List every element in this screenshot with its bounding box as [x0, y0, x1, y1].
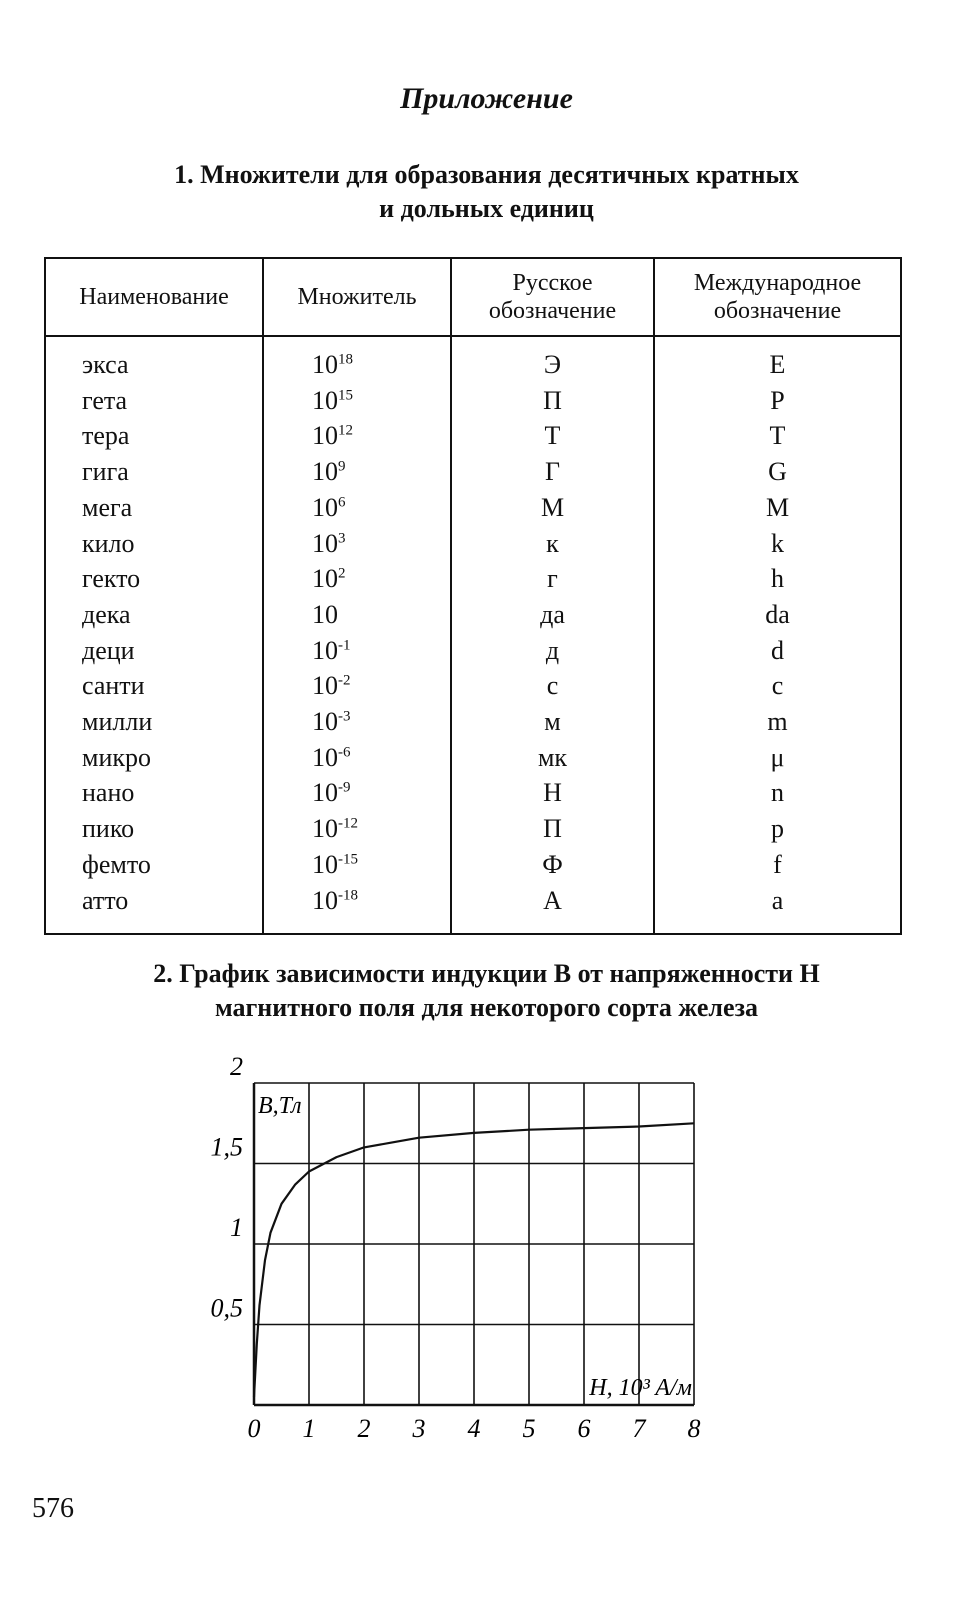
prefix-name: гета: [82, 385, 128, 415]
russian-symbol: м: [544, 707, 561, 737]
header-multiplier: Множитель: [263, 258, 451, 336]
multiplier-base: 10: [312, 564, 338, 594]
russian-symbol: д: [545, 635, 560, 665]
russian-symbol: Г: [544, 457, 561, 487]
prefix-name: атто: [82, 885, 129, 915]
x-tick-label: 8: [687, 1414, 701, 1443]
russian-symbol: да: [540, 599, 565, 629]
multiplier-base: 10: [312, 599, 338, 629]
multiplier-base: 10: [312, 814, 338, 844]
x-tick-label: 5: [522, 1414, 536, 1443]
multiplier-base: 10: [312, 707, 338, 737]
russian-symbol: Э: [543, 350, 562, 379]
russian-symbol: П: [543, 385, 562, 415]
section1-title-line2: и дольных единиц: [379, 194, 594, 223]
x-tick-label: 4: [467, 1414, 481, 1443]
international-symbol: M: [765, 492, 790, 522]
international-symbol: G: [768, 457, 787, 487]
russian-symbol: к: [546, 528, 559, 558]
russian-symbol: с: [546, 671, 559, 701]
prefix-name: дека: [82, 599, 131, 629]
russian-symbol: г: [547, 564, 558, 594]
section2-title-line1: 2. График зависимости индукции B от напряженности H: [153, 959, 820, 988]
y-tick-label: 1: [230, 1213, 243, 1242]
header-name: Наименование: [45, 258, 263, 336]
international-symbol: k: [771, 528, 784, 558]
y-tick-label: 0,5: [210, 1293, 243, 1323]
multiplier-exponent: -9: [338, 779, 351, 796]
x-axis-label: H, 10³ A/м: [589, 1375, 692, 1401]
russian-symbol: мк: [537, 742, 568, 772]
prefix-name: экса: [82, 350, 129, 379]
international-symbol: h: [771, 564, 784, 594]
multiplier-exponent: 3: [338, 529, 346, 546]
multiplier-exponent: 15: [338, 387, 353, 404]
x-tick-label: 7: [632, 1414, 646, 1443]
multiplier-base: 10: [312, 635, 338, 665]
multiplier-exponent: 6: [338, 494, 346, 511]
international-symbol: T: [769, 421, 786, 451]
prefix-name: нано: [82, 778, 135, 808]
international-symbol: m: [767, 707, 788, 737]
russian-symbol: Ф: [542, 849, 563, 879]
page-number: 576: [32, 1493, 74, 1524]
multiplier-exponent: -3: [338, 708, 351, 725]
multiplier-base: 10: [312, 457, 338, 487]
multiplier-exponent: 18: [338, 351, 353, 368]
prefix-name: гига: [82, 457, 129, 487]
multiplier-exponent: 2: [338, 565, 346, 582]
header-russian-symbol: Русское обозначение: [451, 258, 654, 336]
russian-symbol: А: [543, 885, 562, 915]
international-symbol: f: [773, 849, 782, 879]
multiplier-base: 10: [312, 671, 338, 701]
prefix-name: мега: [82, 492, 133, 522]
prefix-name: деци: [82, 635, 135, 665]
prefix-name: тера: [82, 421, 130, 451]
multiplier-exponent: -15: [338, 851, 358, 868]
prefix-name: пико: [82, 814, 135, 844]
international-symbol: p: [771, 814, 784, 844]
y-axis-label: B,Тл: [258, 1093, 302, 1119]
y-tick-label: 1,5: [210, 1132, 243, 1162]
multiplier-exponent: -6: [338, 744, 351, 761]
multiplier-base: 10: [312, 742, 338, 772]
russian-symbol: П: [543, 814, 562, 844]
russian-symbol: Т: [544, 421, 561, 451]
multiplier-exponent: 9: [338, 458, 346, 475]
prefix-name: санти: [82, 671, 145, 701]
x-tick-label: 3: [412, 1414, 426, 1443]
multiplier-base: 10: [312, 849, 338, 879]
prefix-name: гекто: [82, 564, 141, 594]
international-symbol: a: [771, 885, 784, 915]
x-tick-label: 1: [302, 1414, 316, 1443]
multiplier-base: 10: [312, 885, 338, 915]
multiplier-exponent: -2: [338, 672, 351, 689]
international-symbol: n: [771, 778, 784, 808]
multiplier-base: 10: [312, 385, 338, 415]
prefix-name: фемто: [82, 849, 151, 879]
multiplier-exponent: -18: [338, 886, 358, 903]
header-international-symbol: Международное обозначение: [654, 258, 901, 336]
international-symbol: d: [771, 635, 784, 665]
section1-title-line1: 1. Множители для образования десятичных кратных: [174, 160, 799, 189]
x-tick-label: 0: [247, 1414, 261, 1443]
multiplier-exponent: -1: [338, 636, 351, 653]
prefix-name: микро: [82, 742, 151, 772]
multiplier-exponent: 12: [338, 422, 353, 439]
x-tick-label: 2: [357, 1414, 371, 1443]
section2-title-line2: магнитного поля для некоторого сорта железа: [214, 993, 759, 1022]
prefix-name: кило: [82, 528, 135, 558]
multiplier-base: 10: [312, 421, 338, 451]
russian-symbol: Н: [543, 778, 562, 808]
multiplier-base: 10: [312, 350, 338, 379]
x-tick-label: 6: [577, 1414, 591, 1443]
multiplier-base: 10: [312, 778, 338, 808]
prefix-name: милли: [82, 707, 153, 737]
y-tick-label: 2: [230, 1052, 243, 1081]
russian-symbol: М: [540, 492, 565, 522]
international-symbol: c: [771, 671, 784, 701]
international-symbol: μ: [770, 742, 785, 772]
appendix-title: Приложение: [400, 82, 573, 115]
multiplier-base: 10: [312, 528, 338, 558]
multiplier-base: 10: [312, 492, 338, 522]
multiplier-exponent: -12: [338, 815, 358, 832]
international-symbol: da: [765, 599, 790, 629]
international-symbol: P: [770, 385, 785, 415]
international-symbol: E: [769, 350, 786, 379]
